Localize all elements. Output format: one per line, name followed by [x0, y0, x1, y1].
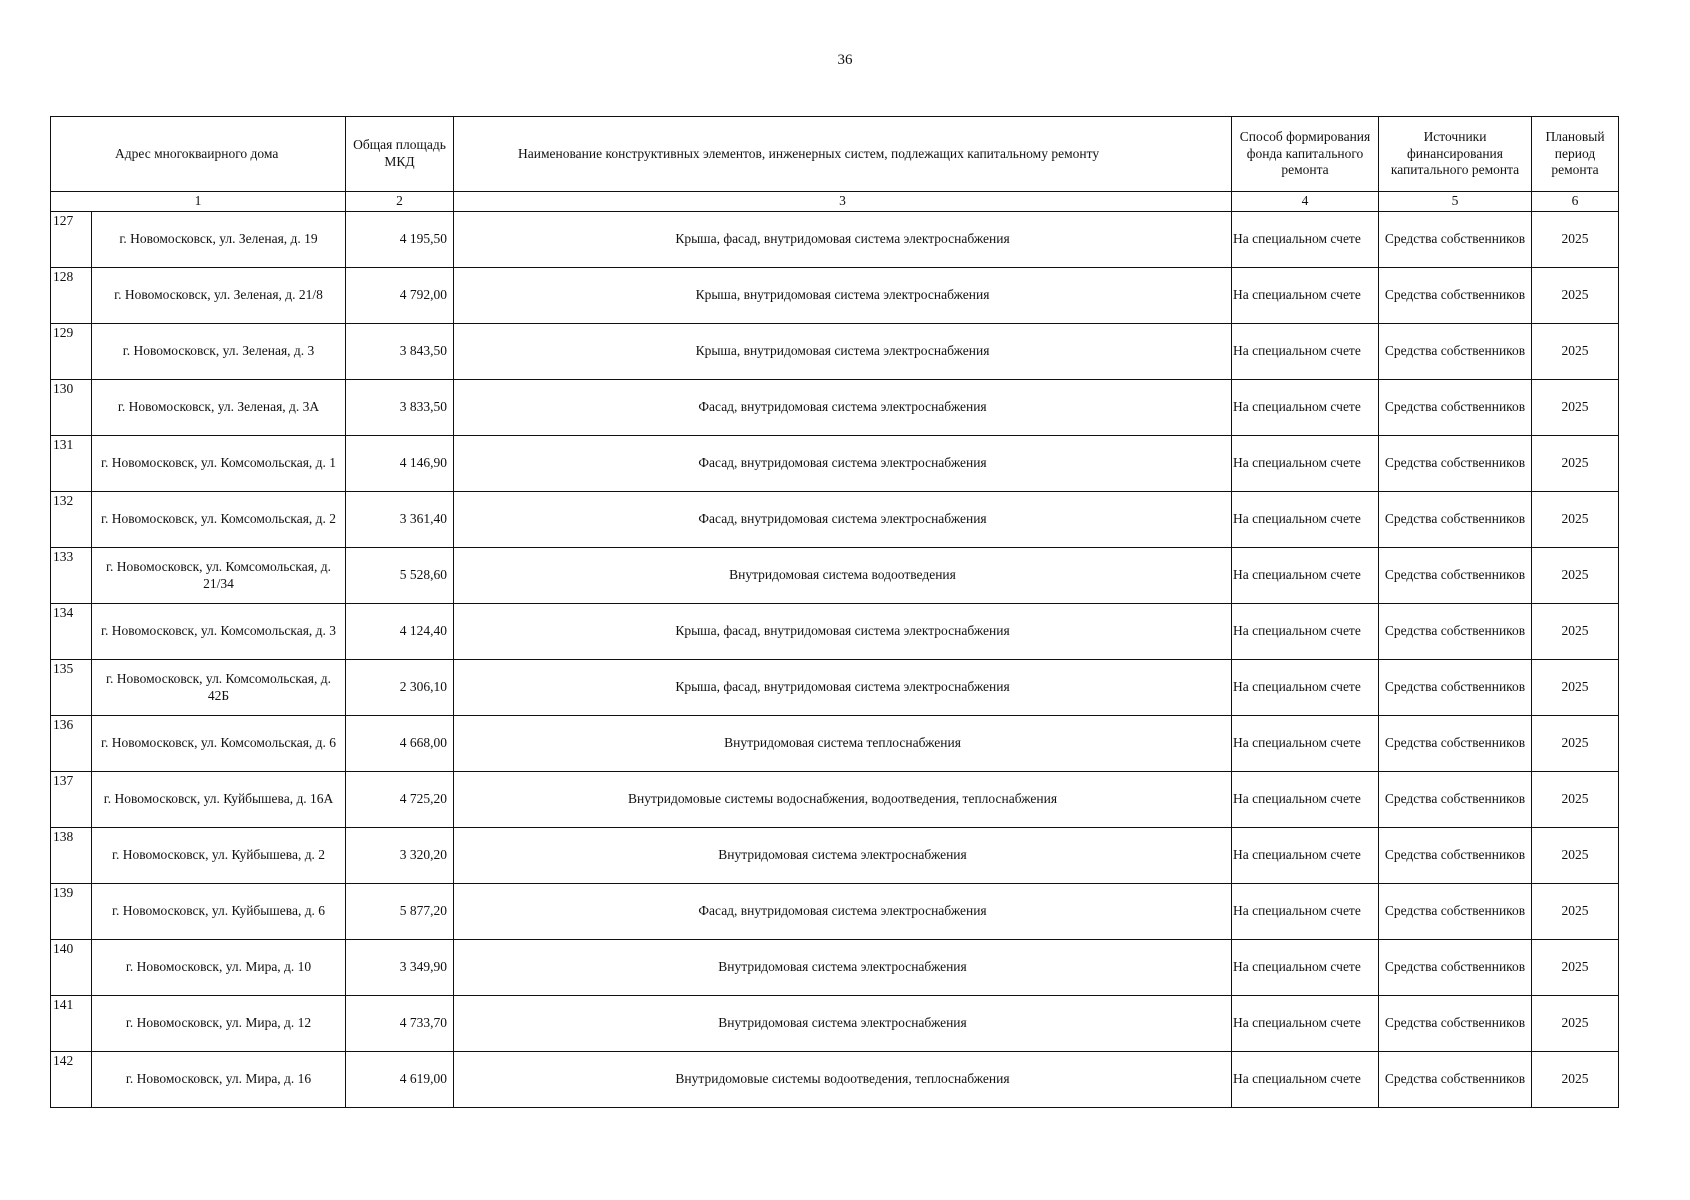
source-cell: Средства собственников [1379, 380, 1532, 436]
header-period: Плановый период ремонта [1532, 117, 1619, 192]
header-method: Способ формирования фонда капитального ремонта [1232, 117, 1379, 192]
table-body [51, 212, 1619, 1108]
address-cell: г. Новомосковск, ул. Зеленая, д. 3 [92, 324, 346, 380]
address-cell: г. Новомосковск, ул. Комсомольская, д. 2 [92, 492, 346, 548]
column-number: 6 [1532, 192, 1619, 212]
column-number: 3 [454, 192, 1232, 212]
elements-cell: Фасад, внутридомовая система электроснабжения [454, 436, 1232, 492]
elements-cell: Внутридомовая система электроснабжения [454, 940, 1232, 996]
area-cell: 3 320,20 [346, 828, 454, 884]
source-cell: Средства собственников [1379, 436, 1532, 492]
area-cell: 3 843,50 [346, 324, 454, 380]
row-number: 138 [51, 828, 92, 884]
method-cell: На специальном счете [1232, 604, 1379, 660]
elements-cell: Внутридомовые системы водоотведения, теплоснабжения [454, 1052, 1232, 1108]
area-cell: 4 619,00 [346, 1052, 454, 1108]
elements-cell: Крыша, фасад, внутридомовая система электроснабжения [454, 604, 1232, 660]
address-cell: г. Новомосковск, ул. Зеленая, д. 19 [92, 212, 346, 268]
source-cell: Средства собственников [1379, 1052, 1532, 1108]
period-cell: 2025 [1532, 548, 1619, 604]
table-row [51, 828, 1619, 884]
method-cell: На специальном счете [1232, 268, 1379, 324]
source-cell: Средства собственников [1379, 772, 1532, 828]
elements-cell: Крыша, внутридомовая система электроснабжения [454, 324, 1232, 380]
source-cell: Средства собственников [1379, 940, 1532, 996]
address-cell: г. Новомосковск, ул. Мира, д. 10 [92, 940, 346, 996]
row-number: 140 [51, 940, 92, 996]
period-cell: 2025 [1532, 380, 1619, 436]
elements-cell: Внутридомовая система водоотведения [454, 548, 1232, 604]
column-number: 1 [51, 192, 346, 212]
period-cell: 2025 [1532, 940, 1619, 996]
table-row [51, 604, 1619, 660]
address-cell: г. Новомосковск, ул. Зеленая, д. 21/8 [92, 268, 346, 324]
area-cell: 4 146,90 [346, 436, 454, 492]
period-cell: 2025 [1532, 996, 1619, 1052]
table-row [51, 324, 1619, 380]
row-number: 129 [51, 324, 92, 380]
area-cell: 3 833,50 [346, 380, 454, 436]
area-cell: 3 361,40 [346, 492, 454, 548]
area-cell: 3 349,90 [346, 940, 454, 996]
elements-cell: Крыша, внутридомовая система электроснабжения [454, 268, 1232, 324]
address-cell: г. Новомосковск, ул. Комсомольская, д. 21/34 [92, 548, 346, 604]
address-cell: г. Новомосковск, ул. Мира, д. 16 [92, 1052, 346, 1108]
address-cell: г. Новомосковск, ул. Куйбышева, д. 2 [92, 828, 346, 884]
elements-cell: Крыша, фасад, внутридомовая система электроснабжения [454, 660, 1232, 716]
source-cell: Средства собственников [1379, 828, 1532, 884]
address-cell: г. Новомосковск, ул. Зеленая, д. 3А [92, 380, 346, 436]
area-cell: 4 668,00 [346, 716, 454, 772]
method-cell: На специальном счете [1232, 436, 1379, 492]
source-cell: Средства собственников [1379, 212, 1532, 268]
method-cell: На специальном счете [1232, 1052, 1379, 1108]
elements-cell: Внутридомовая система электроснабжения [454, 996, 1232, 1052]
header-address: Адрес многокваирного дома [51, 117, 346, 192]
source-cell: Средства собственников [1379, 324, 1532, 380]
table-row [51, 380, 1619, 436]
source-cell: Средства собственников [1379, 268, 1532, 324]
header-source: Источники финансирования капитального ремонта [1379, 117, 1532, 192]
area-cell: 5 877,20 [346, 884, 454, 940]
period-cell: 2025 [1532, 492, 1619, 548]
address-cell: г. Новомосковск, ул. Комсомольская, д. 42Б [92, 660, 346, 716]
table-row [51, 548, 1619, 604]
table-row [51, 996, 1619, 1052]
table-row [51, 492, 1619, 548]
period-cell: 2025 [1532, 884, 1619, 940]
period-cell: 2025 [1532, 716, 1619, 772]
area-cell: 5 528,60 [346, 548, 454, 604]
row-number: 142 [51, 1052, 92, 1108]
row-number: 132 [51, 492, 92, 548]
header-row [51, 117, 1619, 192]
source-cell: Средства собственников [1379, 660, 1532, 716]
row-number: 131 [51, 436, 92, 492]
method-cell: На специальном счете [1232, 996, 1379, 1052]
period-cell: 2025 [1532, 1052, 1619, 1108]
row-number: 139 [51, 884, 92, 940]
header-elements: Наименование конструктивных элементов, инженерных систем, подлежащих капитальному ремонту [454, 117, 1232, 192]
method-cell: На специальном счете [1232, 660, 1379, 716]
table-row [51, 772, 1619, 828]
table-row [51, 436, 1619, 492]
page-number: 36 [837, 52, 853, 68]
row-number: 128 [51, 268, 92, 324]
row-number: 141 [51, 996, 92, 1052]
source-cell: Средства собственников [1379, 548, 1532, 604]
source-cell: Средства собственников [1379, 996, 1532, 1052]
source-cell: Средства собственников [1379, 716, 1532, 772]
method-cell: На специальном счете [1232, 716, 1379, 772]
address-cell: г. Новомосковск, ул. Куйбышева, д. 6 [92, 884, 346, 940]
area-cell: 2 306,10 [346, 660, 454, 716]
address-cell: г. Новомосковск, ул. Комсомольская, д. 1 [92, 436, 346, 492]
table-row [51, 716, 1619, 772]
table-row [51, 1052, 1619, 1108]
table-row [51, 940, 1619, 996]
address-cell: г. Новомосковск, ул. Куйбышева, д. 16А [92, 772, 346, 828]
elements-cell: Крыша, фасад, внутридомовая система электроснабжения [454, 212, 1232, 268]
header-area: Общая площадь МКД [346, 117, 454, 192]
table-row [51, 660, 1619, 716]
period-cell: 2025 [1532, 212, 1619, 268]
area-cell: 4 725,20 [346, 772, 454, 828]
elements-cell: Внутридомовые системы водоснабжения, водоотведения, теплоснабжения [454, 772, 1232, 828]
method-cell: На специальном счете [1232, 324, 1379, 380]
elements-cell: Фасад, внутридомовая система электроснабжения [454, 492, 1232, 548]
period-cell: 2025 [1532, 604, 1619, 660]
method-cell: На специальном счете [1232, 940, 1379, 996]
address-cell: г. Новомосковск, ул. Комсомольская, д. 3 [92, 604, 346, 660]
elements-cell: Фасад, внутридомовая система электроснабжения [454, 884, 1232, 940]
period-cell: 2025 [1532, 436, 1619, 492]
row-number: 130 [51, 380, 92, 436]
table-row [51, 268, 1619, 324]
method-cell: На специальном счете [1232, 380, 1379, 436]
method-cell: На специальном счете [1232, 212, 1379, 268]
period-cell: 2025 [1532, 828, 1619, 884]
row-number: 136 [51, 716, 92, 772]
row-number: 134 [51, 604, 92, 660]
table-row [51, 884, 1619, 940]
row-number: 133 [51, 548, 92, 604]
repair-plan-table [50, 116, 1619, 1108]
source-cell: Средства собственников [1379, 884, 1532, 940]
row-number: 137 [51, 772, 92, 828]
address-cell: г. Новомосковск, ул. Комсомольская, д. 6 [92, 716, 346, 772]
column-number-row [51, 192, 1619, 212]
method-cell: На специальном счете [1232, 772, 1379, 828]
elements-cell: Фасад, внутридомовая система электроснабжения [454, 380, 1232, 436]
period-cell: 2025 [1532, 660, 1619, 716]
column-number: 2 [346, 192, 454, 212]
method-cell: На специальном счете [1232, 828, 1379, 884]
area-cell: 4 792,00 [346, 268, 454, 324]
period-cell: 2025 [1532, 268, 1619, 324]
row-number: 127 [51, 212, 92, 268]
period-cell: 2025 [1532, 324, 1619, 380]
period-cell: 2025 [1532, 772, 1619, 828]
column-number: 5 [1379, 192, 1532, 212]
row-number: 135 [51, 660, 92, 716]
elements-cell: Внутридомовая система теплоснабжения [454, 716, 1232, 772]
address-cell: г. Новомосковск, ул. Мира, д. 12 [92, 996, 346, 1052]
method-cell: На специальном счете [1232, 492, 1379, 548]
table-row [51, 212, 1619, 268]
area-cell: 4 195,50 [346, 212, 454, 268]
area-cell: 4 733,70 [346, 996, 454, 1052]
source-cell: Средства собственников [1379, 492, 1532, 548]
method-cell: На специальном счете [1232, 548, 1379, 604]
source-cell: Средства собственников [1379, 604, 1532, 660]
area-cell: 4 124,40 [346, 604, 454, 660]
elements-cell: Внутридомовая система электроснабжения [454, 828, 1232, 884]
method-cell: На специальном счете [1232, 884, 1379, 940]
column-number: 4 [1232, 192, 1379, 212]
